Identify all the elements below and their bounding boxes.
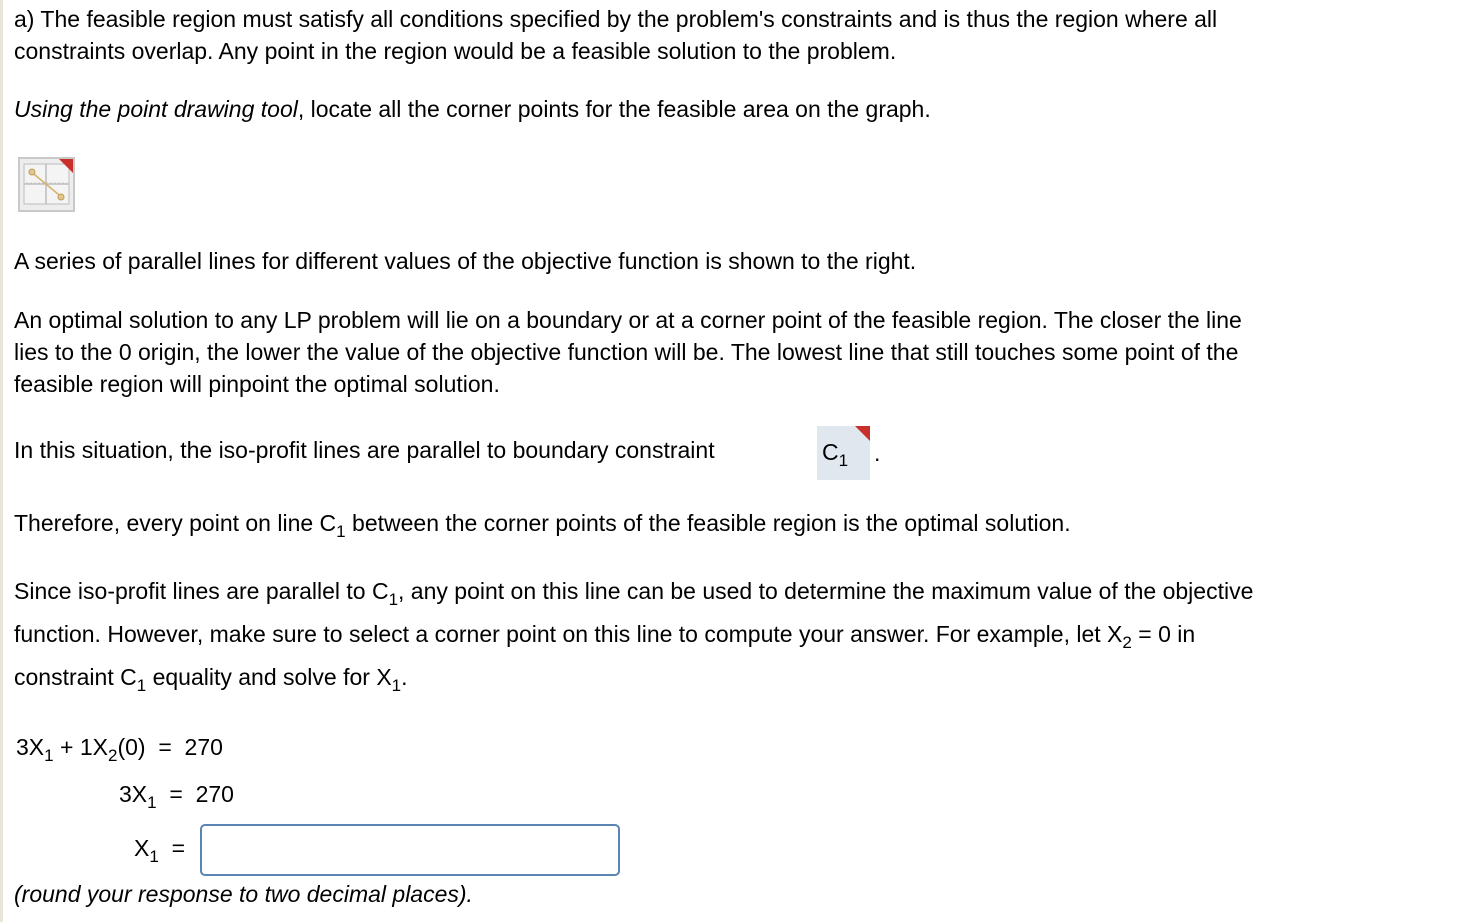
optimal-line-3: feasible region will pinpoint the optimal solution. <box>14 371 500 397</box>
equation-2: $3X_1 = 270$ <box>119 781 234 812</box>
point-drawing-tool-button[interactable] <box>18 157 75 212</box>
rounding-note: (round your response to two decimal places). <box>14 881 473 907</box>
intro-line-2: constraints overlap. Any point in the region would be a feasible solution to the problem. <box>14 38 897 64</box>
since-line-3: constraint $C_1$ equality and solve for $X_1$. <box>14 664 408 695</box>
x1-answer-input[interactable] <box>200 824 620 876</box>
dropdown-corner-flag <box>855 426 870 441</box>
equation-1: $3X_1 + 1X_2(0) = 270$ <box>16 734 223 765</box>
instruction <box>14 93 931 125</box>
optimal-line-2: lies to the 0 origin, the lower the value of the objective function will be. The lowest line that still touches some point of the <box>14 339 1239 365</box>
since-line-1: Since iso-profit lines are parallel to $C_1$, any point on this line can be used to determine the maximum value of the objective <box>14 578 1254 609</box>
series-text: A series of parallel lines for different values of the objective function is shown to the right. <box>14 248 917 274</box>
constraint-dropdown-value: $C_1$ <box>822 439 849 470</box>
situation-period: . <box>874 440 881 466</box>
left-margin-bar <box>0 0 3 922</box>
equation-3: $X_1$ = <box>134 835 186 866</box>
optimal-line-1: An optimal solution to any LP problem will lie on a boundary or at a corner point of the feasible region. The closer the line <box>14 307 1242 333</box>
therefore-text: Therefore, every point on line $C_1$ between the corner points of the feasible region is the optimal solution. <box>14 510 1071 541</box>
constraint-dropdown[interactable] <box>817 426 870 480</box>
intro-line-1: a) The feasible region must satisfy all conditions specified by the problem's constraints and is thus the region where all <box>14 6 1218 32</box>
situation-text: In this situation, the iso-profit lines are parallel to boundary constraint <box>14 437 715 463</box>
tool-corner-flag <box>59 159 73 173</box>
instruction-italic: Using the point drawing tool <box>14 96 298 122</box>
instruction-rest: , locate all the corner points for the feasible area on the graph. <box>297 96 931 122</box>
since-line-2: function. However, make sure to select a corner point on this line to compute your answer. For example, let $X_2 = 0$ in <box>14 621 1196 652</box>
